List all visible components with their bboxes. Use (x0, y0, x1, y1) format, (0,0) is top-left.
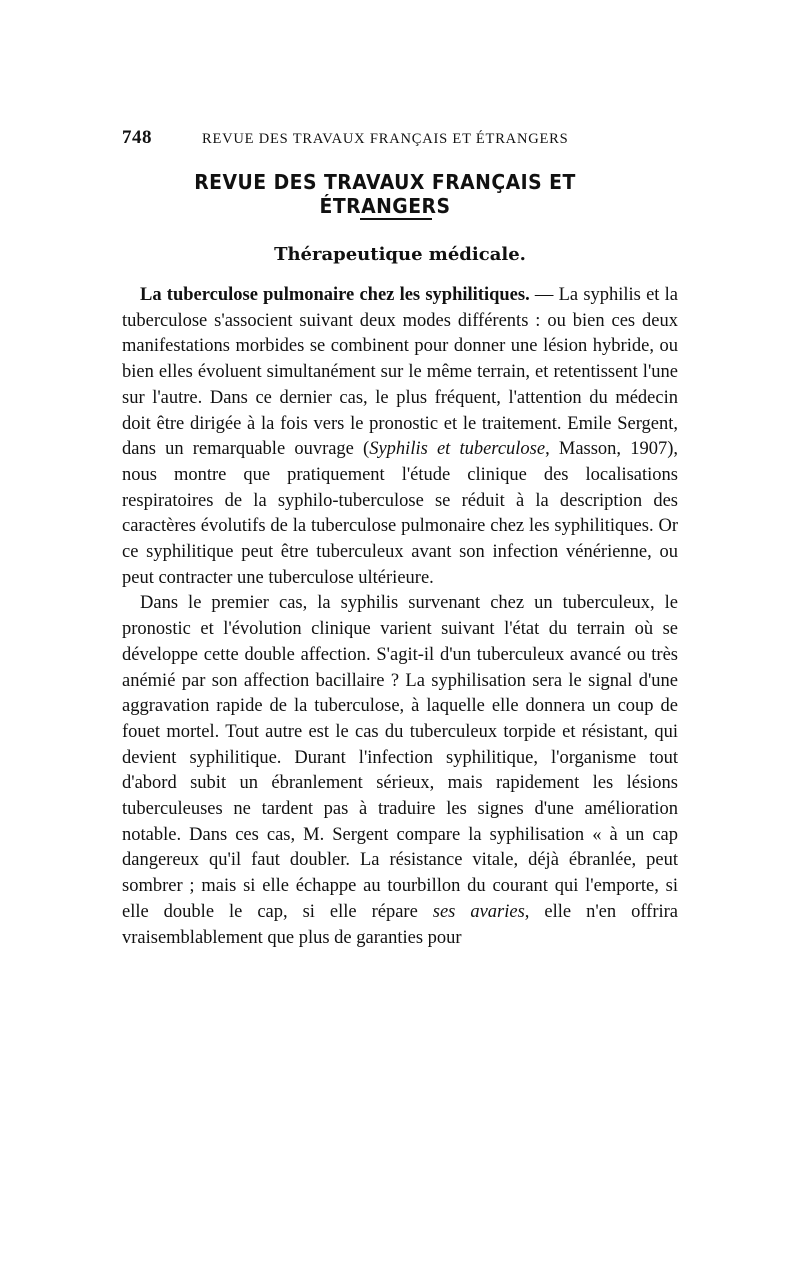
section-title: REVUE DES TRAVAUX FRANÇAIS ET ÉTRANGERS (194, 170, 576, 218)
paragraph-2-text-a: Dans le premier cas, la syphilis survenant chez un tuberculeux, le pronostic et l'évolution clinique varient suivant l'état du terrain où se développe cette double affection. S'agit-il d'un tuberculeux avancé ou très anémié par son affection bacillaire ? La syphilisation sera le signal d'une aggravation rapide de la tuberculose, à laquelle elle donnera un coup de fouet mortel. Tout autre est le cas du tuberculeux torpide et résistant, qui devient syphilitique. Durant l'infection syphilitique, l'organisme tout d'abord subit un ébranlement sérieux, mais rapidement les lésions tuberculeuses ne tardent pas à traduire les signes d'une amélioration notable. Dans ces cas, M. Sergent compare la syphilisation « à un cap dangereux qu'il faut doubler. La résistance vitale, déjà ébranlée, peut sombrer ; mais si elle échappe au tourbillon du courant qui l'emporte, si elle double le cap, si elle répare (122, 593, 678, 922)
page-number: 748 (122, 127, 152, 148)
paragraph-1-text-b: , Masson, 1907), nous montre que pratiquement l'étude clinique des localisations respiratoires de la syphilo-tuberculose se réduit à la description des caractères évolutifs de la tuberculose pulmonaire chez les syphilitiques. Or ce syphilitique peut être tuberculeux avant son infection vénérienne, ou peut contracter une tuberculose ultérieure. (122, 439, 678, 588)
italic-phrase: ses avaries (432, 901, 525, 922)
paragraph-2-text-b: , elle n'en offrira vraisemblablement que plus de garanties pour (122, 901, 678, 948)
paragraph-1 (122, 283, 678, 591)
paragraph-2 (122, 591, 678, 951)
subsection-title: Thérapeutique médicale. (274, 244, 526, 265)
book-title: Syphilis et tuberculose (369, 439, 546, 460)
title-divider (360, 218, 432, 220)
running-head (122, 127, 678, 155)
running-title: REVUE DES TRAVAUX FRANÇAIS ET ÉTRANGERS (202, 131, 569, 147)
article-lead-title: La tuberculose pulmonaire chez les syphilitiques. (140, 285, 530, 305)
paragraph-1-text-a: — La syphilis et la tuberculose s'associent suivant deux modes différents : ou bien ces deux manifestations morbides se combinent pour donner une lésion hybride, ou bien elles évoluent simultanément sur le même terrain, et retentissent l'une sur l'autre. Dans ce dernier cas, le plus fréquent, l'attention du médecin doit être dirigée à la fois vers le pronostic et le traitement. Emile Sergent, dans un remarquable ouvrage ( (122, 285, 678, 460)
article-body (122, 283, 678, 951)
